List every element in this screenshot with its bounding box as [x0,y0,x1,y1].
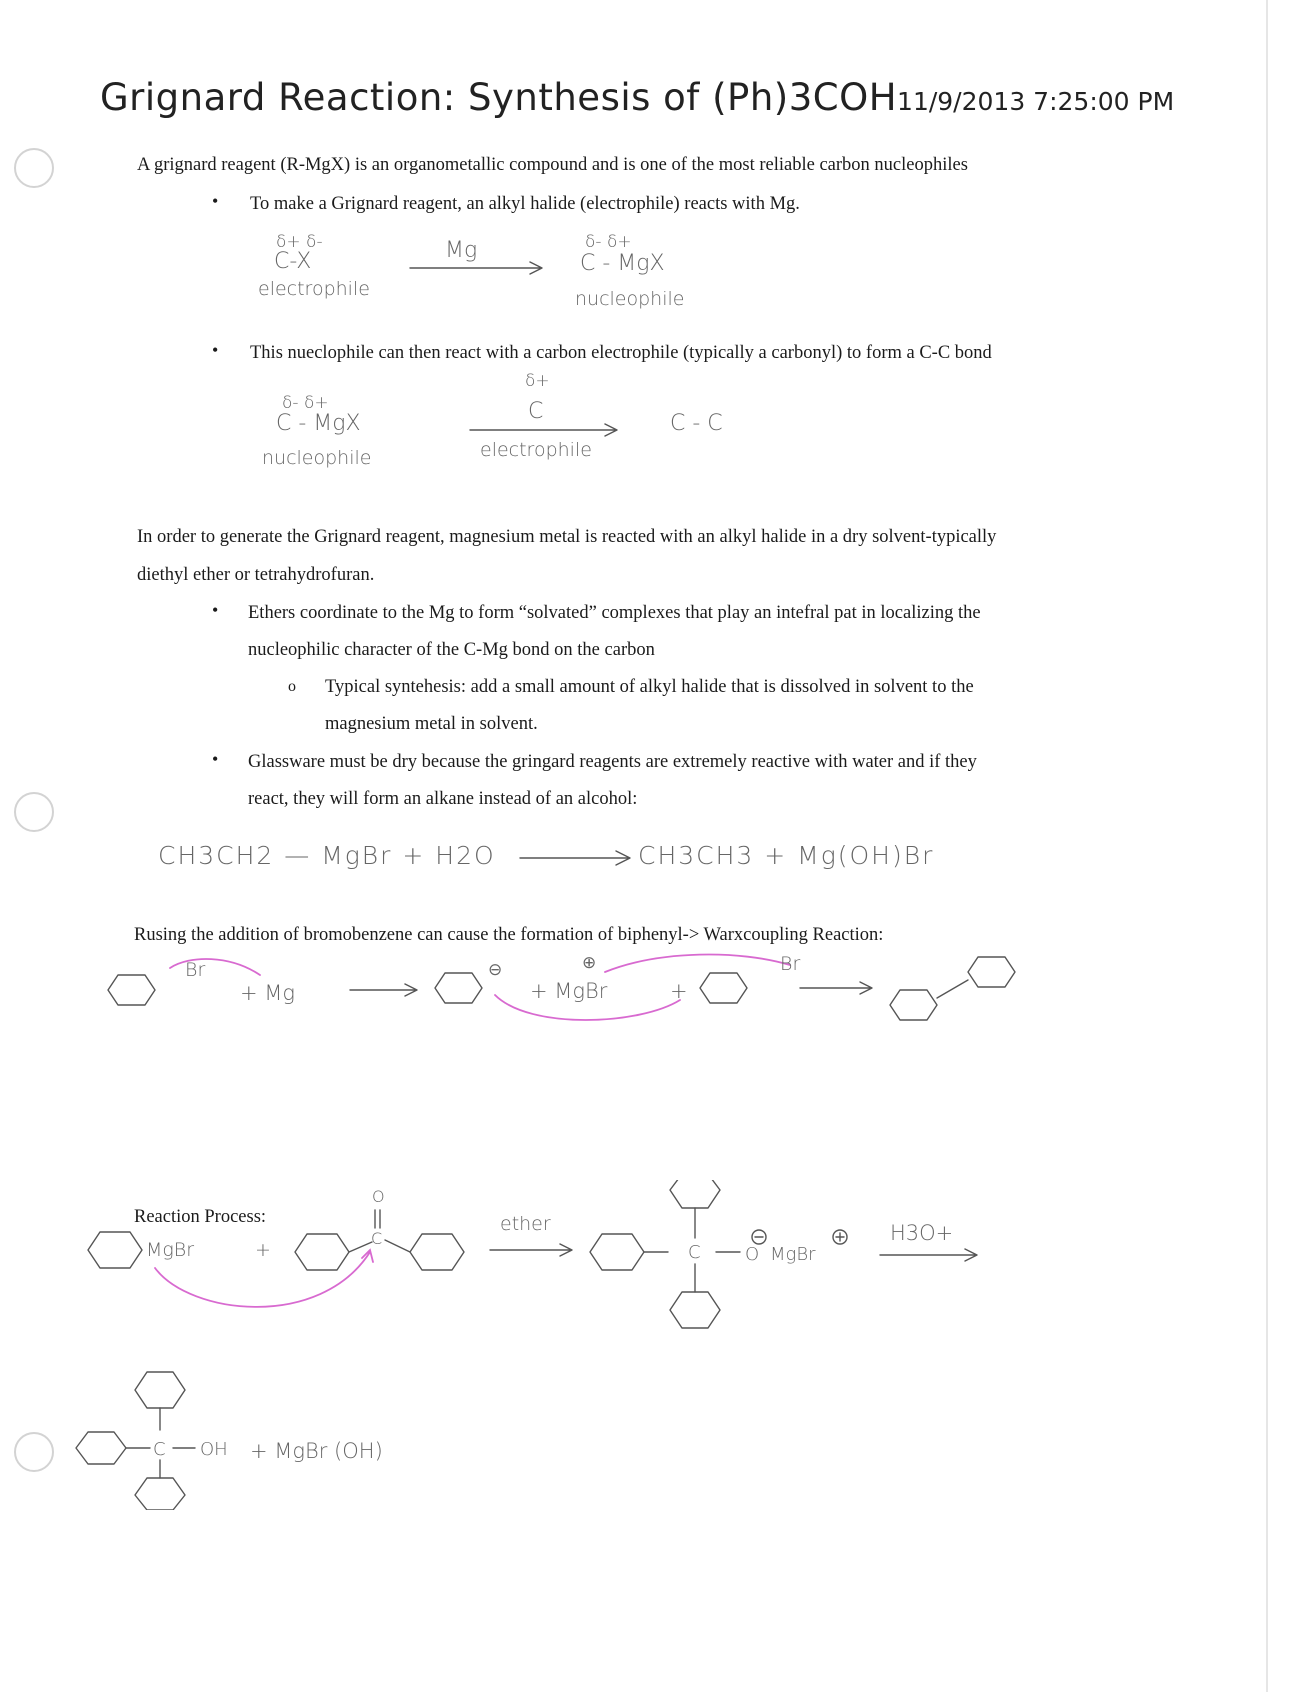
bullet-marker: • [212,749,219,769]
coupling-br1: Br [185,959,206,981]
curved-arrow-pink [605,955,790,972]
benzene-ring [295,1234,349,1270]
sub-bullet-synthesis-line1: Typical syntehesis: add a small amount of alkyl halide that is dissolved in solvent to the [325,677,974,697]
process-mgbr-salt: MgBr [770,1244,816,1265]
sketch2-arrow-charge: δ+ [525,371,550,391]
benzene-ring [108,975,155,1005]
process-carbonyl-o: O [372,1187,385,1206]
binder-hole-bottom [14,1432,54,1472]
page-edge-shadow [1266,0,1268,1692]
bullet-marker: • [212,191,219,211]
sketch1-left-formula: C-X [274,249,312,274]
benzene-ring [435,973,482,1003]
benzene-ring [670,1292,720,1328]
page-title: Grignard Reaction: Synthesis of (Ph)3COH [100,76,898,119]
coupling-mg: + Mg [240,981,295,1005]
final-oh: OH [200,1439,228,1460]
coupling-anion: ⊖ [488,960,503,980]
biphenyl-bond [937,980,968,998]
bullet-marker: • [212,600,219,620]
coupling-arrow-2 [800,982,872,994]
benzene-ring [670,1180,720,1208]
water-eq-products: CH3CH3 + Mg(OH)Br [638,841,935,870]
benzene-ring [135,1478,185,1510]
benzene-ring [590,1234,644,1270]
sketch1-right-formula: C - MgX [580,251,665,276]
sketch-grignard-formation [240,225,760,320]
final-byproduct: + MgBr (OH) [250,1439,383,1463]
positive-charge-mark [836,1233,844,1241]
sketch-water-reaction [150,830,1010,880]
bullet-make-grignard: To make a Grignard reagent, an alkyl halide (electrophile) reacts with Mg. [250,194,800,214]
bullet-glassware-line1: Glassware must be dry because the gringard reagents are extremely reactive with water and if they [248,752,977,772]
sketch-cc-bond [240,368,800,478]
bullet-ether-line1: Ethers coordinate to the Mg to form “solvated” complexes that play an intefral pat in localizing the [248,603,981,623]
sketch1-arrow-label: Mg [445,238,478,263]
sketch2-left-charges: δ- δ+ [282,393,329,413]
coupling-arrow-1 [350,984,417,996]
benzene-ring [700,973,747,1003]
benzene-ring [410,1234,464,1270]
process-label: Reaction Process: [134,1207,267,1227]
sketch2-left-label: nucleophile [262,447,372,469]
binder-hole-middle [14,792,54,832]
sub-bullet-synthesis-line2: magnesium metal in solvent. [325,714,538,734]
intro-paragraph: A grignard reagent (R-MgX) is an organometallic compound and is one of the most reliable carbon nucleophiles [137,155,968,175]
benzene-ring [88,1232,142,1268]
process-arrow-1 [490,1244,572,1256]
paragraph-generate-grignard-line1: In order to generate the Grignard reagent, magnesium metal is reacted with an alkyl halide in a dry solvent-typically [137,527,997,547]
sketch-reaction-process [80,1180,1060,1360]
sketch1-right-charges: δ- δ+ [585,232,632,252]
binder-hole-top [14,148,54,188]
sketch2-arrow-label: electrophile [480,439,592,461]
process-arrow-2 [880,1249,977,1261]
paragraph-generate-grignard-line2: diethyl ether or tetrahydrofuran. [137,565,375,585]
bond-line [385,1240,410,1252]
benzene-ring [968,957,1015,987]
sub-bullet-marker: o [288,678,296,695]
sketch1-right-label: nucleophile [575,288,685,310]
coupling-paragraph: Rusing the addition of bromobenzene can cause the formation of biphenyl-> Warxcoupling Reaction: [134,925,884,945]
bullet-glassware-line2: react, they will form an alkane instead of an alcohol: [248,789,638,809]
process-oxide: O [745,1244,760,1265]
bullet-nucleophile-react: This nueclophile can then react with a carbon electrophile (typically a carbonyl) to form a C-C bond [250,343,992,363]
timestamp: 11/9/2013 7:25:00 PM [897,87,1175,116]
sketch2-arrow-top: C [528,399,544,424]
coupling-mgbr: + MgBr [530,979,608,1003]
sketch-wurtz-coupling [100,950,1100,1030]
coupling-br2: Br [780,953,801,975]
coupling-cation: ⊕ [582,953,597,973]
water-eq-arrow [520,851,630,865]
final-c: C [153,1439,166,1460]
sketch1-arrow [410,262,542,274]
sketch2-left-formula: C - MgX [276,411,361,436]
benzene-ring [135,1372,185,1408]
bullet-ether-line2: nucleophilic character of the C-Mg bond on the carbon [248,640,655,660]
bullet-marker: • [212,340,219,360]
sketch1-left-charges: δ+ δ- [276,232,323,252]
curved-arrow-pink [170,959,260,975]
benzene-ring [890,990,937,1020]
benzene-ring [76,1432,126,1464]
process-mgbr: MgBr [146,1239,195,1261]
water-eq-reactants: CH3CH2 — MgBr + H2O [158,841,496,870]
sketch2-arrow [470,424,617,436]
sketch1-left-label: electrophile [258,278,370,300]
sketch2-product: C - C [670,411,723,436]
sketch-final-product [70,1360,490,1510]
process-solvent: ether [500,1213,551,1235]
process-plus: + [255,1239,271,1261]
page-header [100,76,1174,119]
process-carbonyl-c: C [371,1229,383,1248]
process-acid: H3O+ [890,1221,954,1245]
coupling-plus: + [670,979,688,1003]
process-central-c: C [688,1242,701,1263]
